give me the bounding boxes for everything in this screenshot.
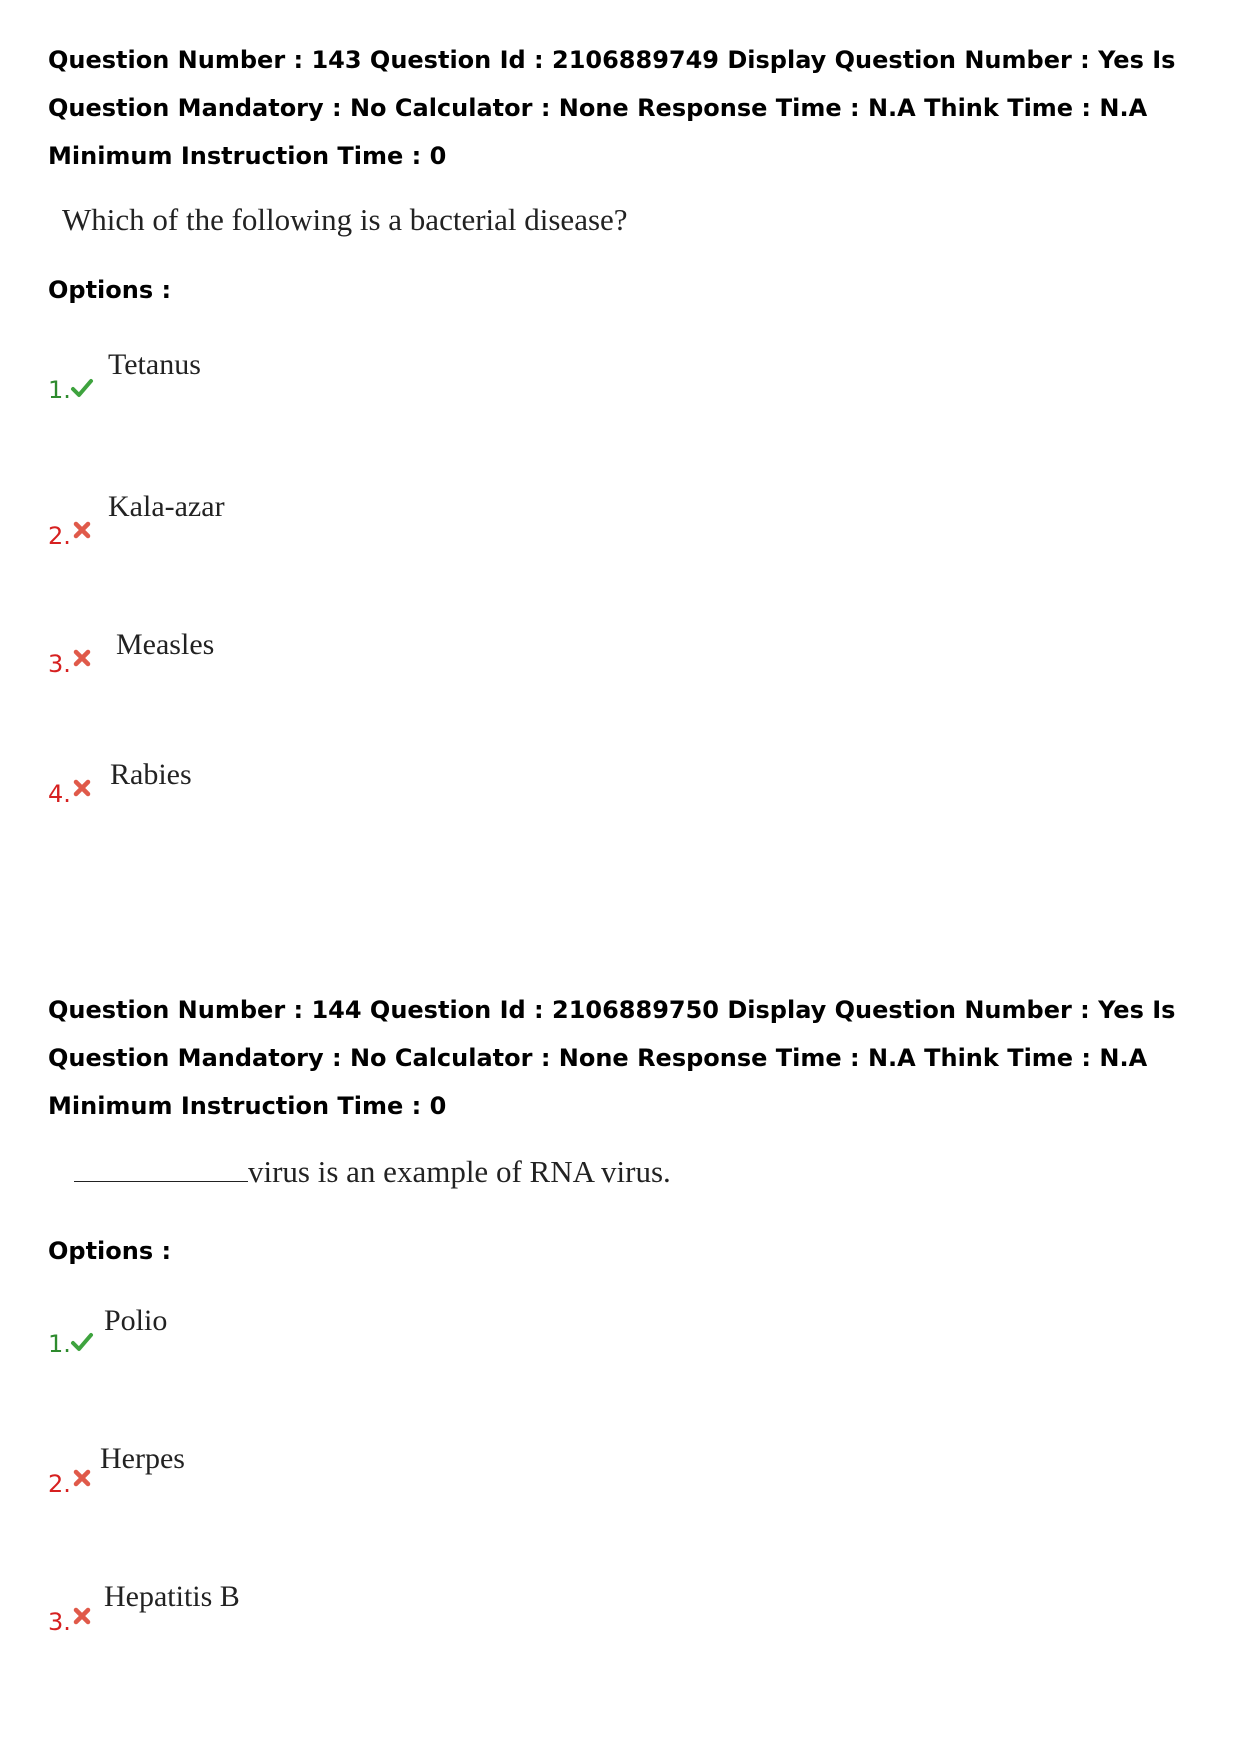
option-text: Polio [104,1304,168,1337]
question-text [74,1153,671,1190]
option-item [48,326,648,416]
option-number: 1. [48,1330,71,1358]
check-icon [70,1330,94,1354]
question-text: Which of the following is a bacterial disease? [62,202,628,237]
question-meta: Question Number : 143 Question Id : 2106889749 Display Question Number : Yes Is Question Mandatory : No Calculator : None Response Time : N.A Think Time : N.A Minimum Instruction Time : 0 [48,46,1176,170]
cross-icon [70,1604,94,1628]
option-text: Rabies [110,758,192,791]
option-item [48,1558,648,1648]
option-text: Measles [116,628,215,661]
cross-icon [70,776,94,800]
option-text: Kala-azar [108,490,225,523]
option-number: 1. [48,376,71,404]
question-text-body: virus is an example of RNA virus. [248,1154,671,1189]
option-number: 3. [48,1608,71,1636]
option-text: Herpes [100,1442,185,1475]
question-meta: Question Number : 144 Question Id : 2106889750 Display Question Number : Yes Is Question Mandatory : No Calculator : None Response Time : N.A Think Time : N.A Minimum Instruction Time : 0 [48,996,1176,1120]
fill-blank [74,1153,248,1182]
check-icon [70,376,94,400]
option-text: Tetanus [108,348,201,381]
option-number: 2. [48,1470,71,1498]
option-item [48,1282,648,1372]
option-item [48,1420,648,1510]
options-label: Options : [48,1237,172,1265]
question-block [48,36,1208,808]
cross-icon [70,518,94,542]
option-item [48,468,648,558]
option-number: 3. [48,650,71,678]
option-number: 4. [48,780,71,808]
option-text: Hepatitis B [104,1580,240,1613]
cross-icon [70,1466,94,1490]
option-item [48,736,648,826]
option-item [48,606,648,696]
option-number: 2. [48,522,71,550]
question-block [48,986,1208,1636]
options-label: Options : [48,276,172,304]
cross-icon [70,646,94,670]
